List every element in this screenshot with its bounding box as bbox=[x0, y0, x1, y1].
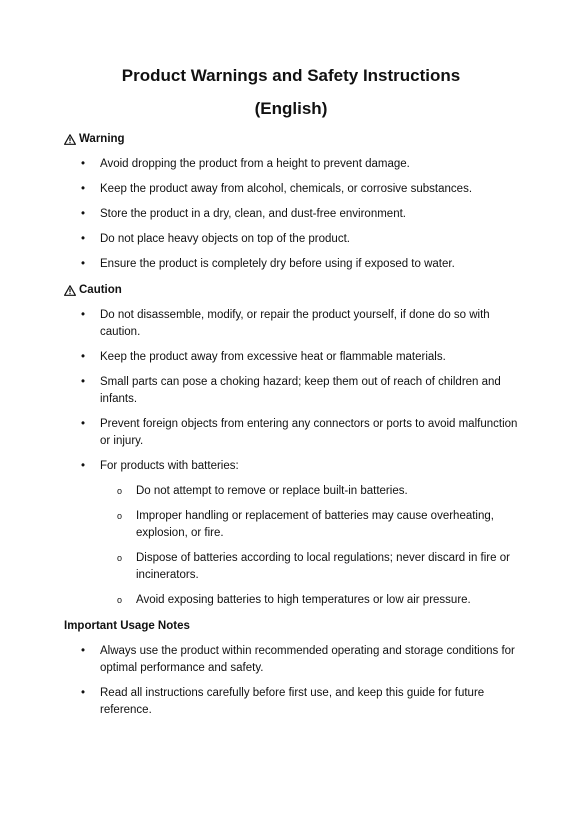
warning-list bbox=[64, 156, 524, 273]
sublist-item bbox=[100, 592, 524, 609]
list-item bbox=[64, 458, 524, 609]
battery-sublist bbox=[100, 483, 524, 609]
list-item-text: Do not place heavy objects on top of the product. bbox=[100, 233, 350, 245]
warning-heading bbox=[64, 131, 524, 148]
title-block bbox=[0, 59, 582, 125]
sublist-item-text: Dispose of batteries according to local regulations; never discard in fire or incinerators. bbox=[136, 552, 510, 581]
list-item-text: Store the product in a dry, clean, and dust-free environment. bbox=[100, 208, 406, 220]
bullet: • bbox=[81, 183, 86, 195]
bullet: • bbox=[81, 233, 86, 245]
usage-heading bbox=[64, 618, 524, 635]
list-item-text: For products with batteries: bbox=[100, 460, 239, 472]
bullet: • bbox=[81, 309, 86, 321]
list-item bbox=[64, 181, 524, 198]
sublist-item bbox=[100, 483, 524, 500]
warning-triangle-icon bbox=[64, 134, 76, 145]
list-item bbox=[64, 206, 524, 223]
bullet: • bbox=[81, 376, 86, 388]
bullet: • bbox=[81, 208, 86, 220]
bullet: • bbox=[81, 687, 86, 699]
sub-bullet: o bbox=[117, 486, 123, 496]
caution-list bbox=[64, 307, 524, 609]
list-item bbox=[64, 349, 524, 366]
list-item-text: Ensure the product is completely dry before using if exposed to water. bbox=[100, 258, 455, 270]
bullet: • bbox=[81, 258, 86, 270]
usage-list bbox=[64, 643, 524, 719]
list-item-text: Prevent foreign objects from entering any connectors or ports to avoid malfunction or injury. bbox=[100, 418, 518, 447]
list-item bbox=[64, 374, 524, 408]
list-item bbox=[64, 685, 524, 719]
sublist-item-text: Improper handling or replacement of batteries may cause overheating, explosion, or fire. bbox=[136, 510, 494, 539]
caution-heading-label: Caution bbox=[79, 284, 122, 296]
list-item-text: Always use the product within recommended operating and storage conditions for optimal performance and safety. bbox=[100, 645, 515, 674]
sublist-item-text: Avoid exposing batteries to high temperatures or low air pressure. bbox=[136, 594, 471, 606]
warning-heading-label: Warning bbox=[79, 133, 125, 145]
usage-heading-label: Important Usage Notes bbox=[64, 620, 190, 632]
sub-bullet: o bbox=[117, 595, 123, 605]
bullet: • bbox=[81, 418, 86, 430]
sub-bullet: o bbox=[117, 553, 123, 563]
list-item-text: Do not disassemble, modify, or repair the product yourself, if done do so with caution. bbox=[100, 309, 490, 338]
list-item-text: Small parts can pose a choking hazard; keep them out of reach of children and infants. bbox=[100, 376, 501, 405]
warning-triangle-icon bbox=[64, 285, 76, 296]
document-body bbox=[64, 131, 524, 728]
document-subtitle: (English) bbox=[254, 99, 328, 118]
list-item-text: Keep the product away from alcohol, chemicals, or corrosive substances. bbox=[100, 183, 473, 195]
list-item bbox=[64, 256, 524, 273]
sub-bullet: o bbox=[117, 511, 123, 521]
sublist-item bbox=[100, 550, 524, 584]
bullet: • bbox=[81, 351, 86, 363]
document-title: Product Warnings and Safety Instructions bbox=[121, 66, 461, 85]
list-item bbox=[64, 231, 524, 248]
list-item bbox=[64, 156, 524, 173]
list-item bbox=[64, 307, 524, 341]
list-item-text: Avoid dropping the product from a height to prevent damage. bbox=[100, 158, 410, 170]
sublist-item-text: Do not attempt to remove or replace built-in batteries. bbox=[136, 485, 408, 497]
list-item bbox=[64, 416, 524, 450]
sublist-item bbox=[100, 508, 524, 542]
list-item bbox=[64, 643, 524, 677]
list-item-text: Keep the product away from excessive heat or flammable materials. bbox=[100, 351, 446, 363]
list-item-text: Read all instructions carefully before first use, and keep this guide for future reference. bbox=[100, 687, 485, 716]
caution-heading bbox=[64, 282, 524, 299]
bullet: • bbox=[81, 645, 86, 657]
bullet: • bbox=[81, 460, 86, 472]
bullet: • bbox=[81, 158, 86, 170]
